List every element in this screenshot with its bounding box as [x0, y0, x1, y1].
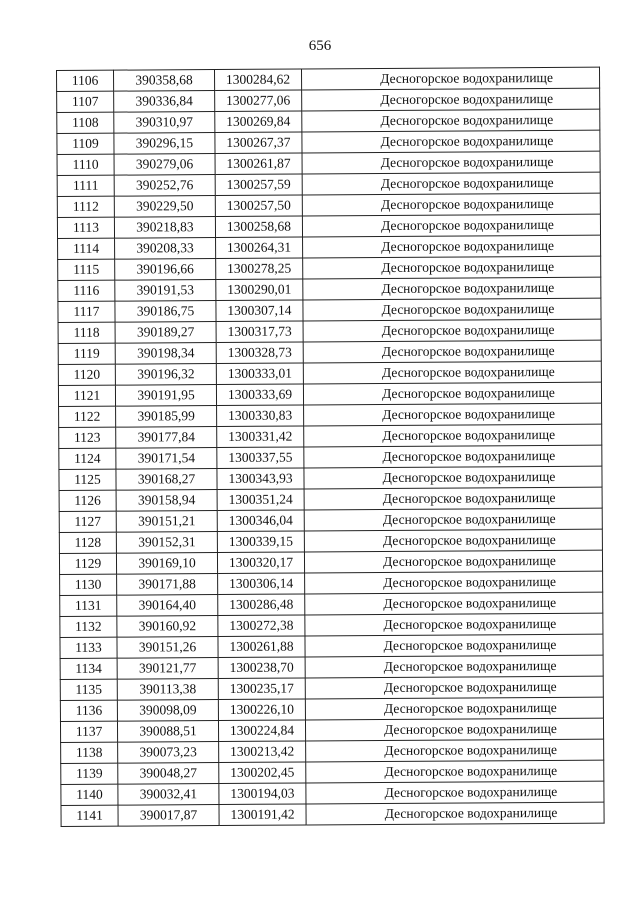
point-number-cell: 1115: [58, 259, 115, 280]
x-coordinate-cell: 390169,10: [116, 553, 217, 575]
point-number-cell: 1140: [61, 784, 118, 805]
table-row: [59, 487, 602, 511]
table-row: [60, 571, 603, 595]
point-number-cell: 1114: [58, 238, 115, 259]
x-coordinate-cell: 390160,92: [117, 616, 218, 638]
x-coordinate-cell: 390048,27: [118, 763, 219, 785]
table-row: [57, 67, 600, 91]
point-number-cell: 1116: [58, 280, 115, 301]
y-coordinate-cell: 1300331,42: [217, 426, 304, 448]
object-name-cell: Десногорское водохранилище: [303, 277, 601, 300]
x-coordinate-cell: 390113,38: [117, 679, 218, 701]
table-row: [58, 277, 601, 301]
y-coordinate-cell: 1300317,73: [216, 321, 303, 343]
point-number-cell: 1108: [57, 112, 114, 133]
object-name-cell: Десногорское водохранилище: [303, 235, 601, 258]
point-number-cell: 1129: [59, 553, 116, 574]
point-number-cell: 1133: [60, 637, 117, 658]
object-name-cell: Десногорское водохранилище: [302, 193, 600, 216]
x-coordinate-cell: 390098,09: [117, 700, 218, 722]
object-name-cell: Десногорское водохранилище: [305, 634, 603, 657]
point-number-cell: 1141: [61, 805, 118, 826]
object-name-cell: Десногорское водохранилище: [304, 508, 602, 531]
table-body: [57, 67, 605, 826]
x-coordinate-cell: 390088,51: [117, 721, 218, 743]
table-row: [60, 634, 603, 658]
object-name-cell: Десногорское водохранилище: [304, 424, 602, 447]
x-coordinate-cell: 390218,83: [114, 217, 215, 239]
table-row: [58, 382, 601, 406]
table-row: [60, 697, 603, 721]
x-coordinate-cell: 390229,50: [114, 196, 215, 218]
point-number-cell: 1124: [59, 448, 116, 469]
x-coordinate-cell: 390191,95: [115, 385, 216, 407]
point-number-cell: 1136: [60, 700, 117, 721]
object-name-cell: Десногорское водохранилище: [303, 319, 601, 342]
object-name-cell: Десногорское водохранилище: [305, 718, 603, 741]
y-coordinate-cell: 1300343,93: [217, 468, 304, 490]
x-coordinate-cell: 390196,32: [115, 364, 216, 386]
y-coordinate-cell: 1300267,37: [215, 132, 302, 154]
x-coordinate-cell: 390279,06: [114, 154, 215, 176]
object-name-cell: Десногорское водохранилище: [305, 655, 603, 678]
object-name-cell: Десногорское водохранилище: [306, 760, 604, 783]
y-coordinate-cell: 1300339,15: [217, 531, 304, 553]
point-number-cell: 1135: [60, 679, 117, 700]
y-coordinate-cell: 1300194,03: [219, 783, 306, 805]
point-number-cell: 1118: [58, 322, 115, 343]
y-coordinate-cell: 1300261,87: [215, 153, 302, 175]
point-number-cell: 1106: [57, 70, 114, 91]
point-number-cell: 1112: [57, 196, 114, 217]
x-coordinate-cell: 390358,68: [114, 70, 215, 92]
y-coordinate-cell: 1300337,55: [217, 447, 304, 469]
object-name-cell: Десногорское водохранилище: [302, 151, 600, 174]
object-name-cell: Десногорское водохранилище: [305, 571, 603, 594]
y-coordinate-cell: 1300333,69: [216, 384, 303, 406]
object-name-cell: Десногорское водохранилище: [303, 256, 601, 279]
y-coordinate-cell: 1300328,73: [216, 342, 303, 364]
x-coordinate-cell: 390152,31: [116, 532, 217, 554]
y-coordinate-cell: 1300330,83: [217, 405, 304, 427]
object-name-cell: Десногорское водохранилище: [302, 172, 600, 195]
point-number-cell: 1121: [58, 385, 115, 406]
x-coordinate-cell: 390171,54: [116, 448, 217, 470]
object-name-cell: Десногорское водохранилище: [302, 214, 600, 237]
table-row: [58, 256, 601, 280]
object-name-cell: Десногорское водохранилище: [302, 109, 600, 132]
table-row: [57, 130, 600, 154]
x-coordinate-cell: 390186,75: [115, 301, 216, 323]
point-number-cell: 1117: [58, 301, 115, 322]
y-coordinate-cell: 1300261,88: [218, 636, 305, 658]
table-row: [60, 676, 603, 700]
x-coordinate-cell: 390196,66: [115, 259, 216, 281]
table-row: [61, 739, 604, 763]
x-coordinate-cell: 390185,99: [116, 406, 217, 428]
point-number-cell: 1127: [59, 511, 116, 532]
object-name-cell: Десногорское водохранилище: [306, 739, 604, 762]
table-row: [59, 403, 602, 427]
y-coordinate-cell: 1300269,84: [215, 111, 302, 133]
x-coordinate-cell: 390151,26: [117, 637, 218, 659]
point-number-cell: 1109: [57, 133, 114, 154]
table-row: [60, 655, 603, 679]
table-row: [60, 592, 603, 616]
x-coordinate-cell: 390336,84: [114, 91, 215, 113]
x-coordinate-cell: 390208,33: [115, 238, 216, 260]
x-coordinate-cell: 390296,15: [114, 133, 215, 155]
point-number-cell: 1134: [60, 658, 117, 679]
table-row: [61, 781, 604, 805]
x-coordinate-cell: 390310,97: [114, 112, 215, 134]
point-number-cell: 1137: [60, 721, 117, 742]
y-coordinate-cell: 1300226,10: [218, 699, 305, 721]
point-number-cell: 1113: [57, 217, 114, 238]
object-name-cell: Десногорское водохранилище: [305, 592, 603, 615]
point-number-cell: 1126: [59, 490, 116, 511]
object-name-cell: Десногорское водохранилище: [306, 781, 604, 804]
table-row: [60, 613, 603, 637]
y-coordinate-cell: 1300235,17: [218, 678, 305, 700]
object-name-cell: Десногорское водохранилище: [304, 487, 602, 510]
x-coordinate-cell: 390151,21: [116, 511, 217, 533]
y-coordinate-cell: 1300286,48: [218, 594, 305, 616]
object-name-cell: Десногорское водохранилище: [305, 613, 603, 636]
y-coordinate-cell: 1300320,17: [217, 552, 304, 574]
table-row: [57, 214, 600, 238]
object-name-cell: Десногорское водохранилище: [303, 298, 601, 321]
object-name-cell: Десногорское водохранилище: [306, 802, 604, 825]
table-row: [59, 529, 602, 553]
y-coordinate-cell: 1300278,25: [216, 258, 303, 280]
x-coordinate-cell: 390171,88: [117, 574, 218, 596]
x-coordinate-cell: 390189,27: [115, 322, 216, 344]
point-number-cell: 1132: [60, 616, 117, 637]
x-coordinate-cell: 390017,87: [118, 805, 219, 827]
point-number-cell: 1110: [57, 154, 114, 175]
y-coordinate-cell: 1300238,70: [218, 657, 305, 679]
object-name-cell: Десногорское водохранилище: [302, 130, 600, 153]
x-coordinate-cell: 390032,41: [118, 784, 219, 806]
page-number: 656: [308, 38, 332, 54]
x-coordinate-cell: 390073,23: [118, 742, 219, 764]
table-row: [59, 508, 602, 532]
coordinates-table: [56, 67, 605, 827]
point-number-cell: 1123: [59, 427, 116, 448]
table-row: [61, 760, 604, 784]
table-row: [57, 172, 600, 196]
table-row: [57, 151, 600, 175]
table-row: [58, 340, 601, 364]
object-name-cell: Десногорское водохранилище: [304, 403, 602, 426]
point-number-cell: 1122: [59, 406, 116, 427]
y-coordinate-cell: 1300346,04: [217, 510, 304, 532]
object-name-cell: Десногорское водохранилище: [303, 382, 601, 405]
x-coordinate-cell: 390191,53: [115, 280, 216, 302]
point-number-cell: 1128: [59, 532, 116, 553]
x-coordinate-cell: 390198,34: [115, 343, 216, 365]
object-name-cell: Десногорское водохранилище: [305, 676, 603, 699]
y-coordinate-cell: 1300264,31: [216, 237, 303, 259]
y-coordinate-cell: 1300272,38: [218, 615, 305, 637]
y-coordinate-cell: 1300258,68: [215, 216, 302, 238]
object-name-cell: Десногорское водохранилище: [305, 697, 603, 720]
point-number-cell: 1130: [60, 574, 117, 595]
y-coordinate-cell: 1300191,42: [219, 804, 306, 826]
object-name-cell: Десногорское водохранилище: [303, 361, 601, 384]
y-coordinate-cell: 1300202,45: [219, 762, 306, 784]
table-row: [58, 361, 601, 385]
x-coordinate-cell: 390121,77: [117, 658, 218, 680]
object-name-cell: Десногорское водохранилище: [303, 340, 601, 363]
y-coordinate-cell: 1300277,06: [215, 90, 302, 112]
point-number-cell: 1139: [61, 763, 118, 784]
x-coordinate-cell: 390164,40: [117, 595, 218, 617]
y-coordinate-cell: 1300307,14: [216, 300, 303, 322]
y-coordinate-cell: 1300224,84: [218, 720, 305, 742]
point-number-cell: 1120: [58, 364, 115, 385]
y-coordinate-cell: 1300351,24: [217, 489, 304, 511]
object-name-cell: Десногорское водохранилище: [302, 88, 600, 111]
x-coordinate-cell: 390158,94: [116, 490, 217, 512]
table-row: [57, 109, 600, 133]
x-coordinate-cell: 390177,84: [116, 427, 217, 449]
x-coordinate-cell: 390252,76: [114, 175, 215, 197]
table-row: [59, 445, 602, 469]
object-name-cell: Десногорское водохранилище: [304, 445, 602, 468]
y-coordinate-cell: 1300290,01: [216, 279, 303, 301]
point-number-cell: 1131: [60, 595, 117, 616]
x-coordinate-cell: 390168,27: [116, 469, 217, 491]
object-name-cell: Десногорское водохранилище: [304, 529, 602, 552]
point-number-cell: 1138: [61, 742, 118, 763]
table-row: [59, 550, 602, 574]
point-number-cell: 1107: [57, 91, 114, 112]
table-row: [61, 802, 604, 826]
y-coordinate-cell: 1300306,14: [218, 573, 305, 595]
y-coordinate-cell: 1300284,62: [215, 69, 302, 91]
y-coordinate-cell: 1300333,01: [216, 363, 303, 385]
object-name-cell: Десногорское водохранилище: [301, 67, 599, 90]
point-number-cell: 1125: [59, 469, 116, 490]
table-row: [59, 466, 602, 490]
object-name-cell: Десногорское водохранилище: [304, 550, 602, 573]
table-row: [58, 319, 601, 343]
table-row: [59, 424, 602, 448]
table-row: [57, 193, 600, 217]
table-row: [60, 718, 603, 742]
point-number-cell: 1111: [57, 175, 114, 196]
y-coordinate-cell: 1300257,59: [215, 174, 302, 196]
table-row: [57, 88, 600, 112]
table-row: [58, 298, 601, 322]
table-row: [58, 235, 601, 259]
point-number-cell: 1119: [58, 343, 115, 364]
object-name-cell: Десногорское водохранилище: [304, 466, 602, 489]
y-coordinate-cell: 1300257,50: [215, 195, 302, 217]
y-coordinate-cell: 1300213,42: [219, 741, 306, 763]
